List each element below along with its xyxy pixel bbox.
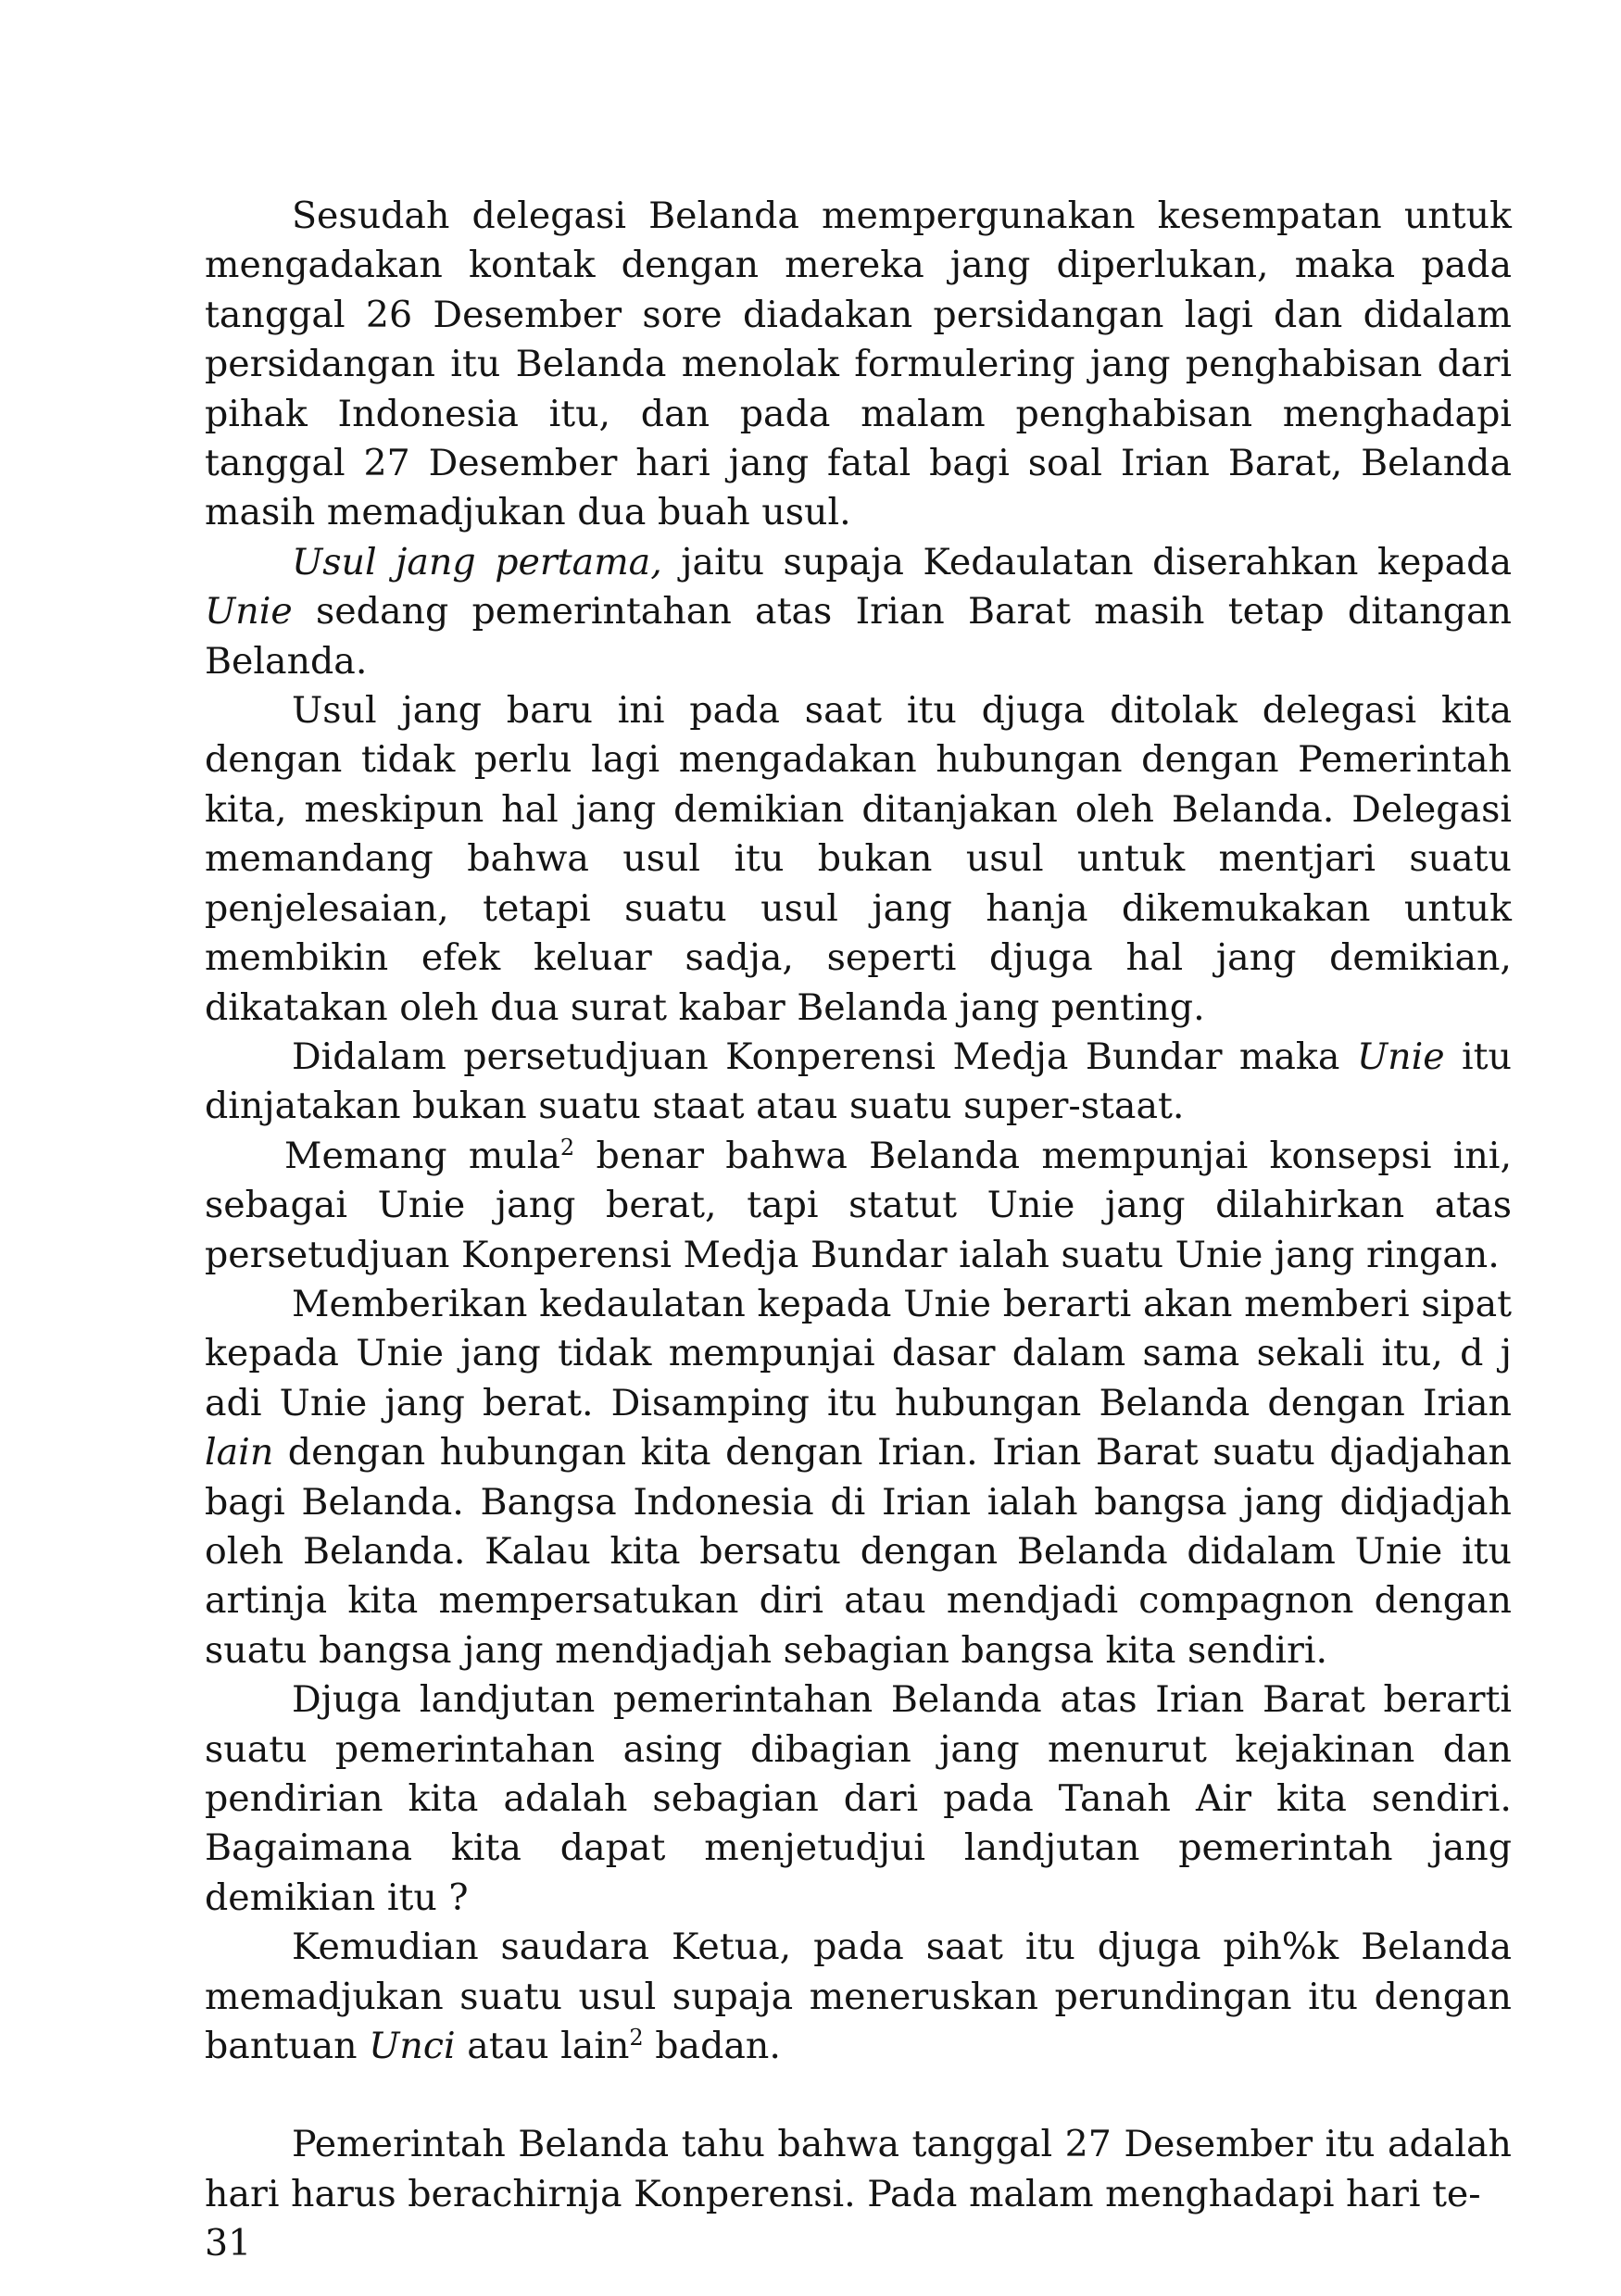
paragraph-3-text: Usul jang baru ini pada saat itu djuga ditolak delegasi kita dengan tidak perlu lagi mengadakan hubungan dengan Pemerintah kita, meskipun hal jang demikian ditanjakan oleh Belanda. Delegasi memandang bahwa usul itu bukan usul untuk mentjari suatu penjelesaian, tetapi suatu usul jang hanja dikemukakan untuk membikin efek keluar sadja, seperti djuga hal jang demikian, dikatakan oleh dua surat kabar Belanda jang penting. <box>205 689 1512 1029</box>
paragraph-5-text-b: benar bahwa Belanda mempunjai konsepsi ini, sebagai Unie jang berat, tapi statut Unie jang dilahirkan atas persetudjuan Konperensi Medja Bundar ialah suatu Unie jang ringan. <box>205 1134 1512 1276</box>
paragraph-7 <box>205 1675 1512 1923</box>
italic-term-unie: Unie <box>205 590 293 634</box>
book-page <box>205 192 1512 2269</box>
paragraph-1-text: Sesudah delegasi Belanda mempergunakan kesempatan untuk mengadakan kontak dengan mereka jang diperlukan, maka pada tanggal 26 Desember sore diadakan persidangan lagi dan didalam persidangan itu Belanda menolak formulering jang penghabisan dari pihak Indonesia itu, dan pada malam penghabisan menghadapi tanggal 27 Desember hari jang fatal bagi soal Irian Barat, Belanda masih memadjukan dua buah usul. <box>205 194 1512 534</box>
paragraph-6 <box>205 1280 1512 1675</box>
paragraph-9-text: Pemerintah Belanda tahu bahwa tanggal 27 Desember itu adalah hari harus berachirnja Konperensi. Pada malam menghadapi hari te- <box>205 2123 1512 2215</box>
paragraph-2-text-a: jaitu supaja Kedaulatan diserahkan kepada <box>661 540 1512 583</box>
italic-term-unci: Unci <box>369 2025 456 2068</box>
paragraph-8 <box>205 1923 1512 2071</box>
paragraph-4 <box>205 1033 1512 1132</box>
superscript-two: 2 <box>629 2024 644 2051</box>
paragraph-4-text-a: Didalam persetudjuan Konperensi Medja Bundar maka <box>292 1035 1357 1078</box>
paragraph-6-text-b: dengan hubungan kita dengan Irian. Irian Barat suatu djadjahan bagi Belanda. Bangsa Indonesia di Irian ialah bangsa jang didjadjah oleh Belanda. Kalau kita bersatu dengan Belanda didalam Unie itu artinja kita mempersatukan diri atau mendjadi compagnon dengan suatu bangsa jang mendjadjah sebagian bangsa kita sendiri. <box>205 1431 1512 1672</box>
paragraph-5 <box>205 1132 1512 1280</box>
paragraph-8-text-b: atau lain <box>455 2025 630 2068</box>
superscript-two: 2 <box>559 1134 575 1161</box>
italic-term-unie: Unie <box>1356 1035 1445 1078</box>
paragraph-8-text-a: Kemudian saudara Ketua, pada saat itu djuga pih%k Belanda memadjukan suatu usul supaja meneruskan perundingan itu dengan bantuan <box>205 1926 1512 2068</box>
paragraph-9 <box>205 2120 1512 2219</box>
page-number: 31 <box>205 2222 252 2265</box>
paragraph-5-text-a: Memang mula <box>284 1134 560 1177</box>
italic-term-usul-jang-pertama: Usul jang pertama, <box>292 540 662 583</box>
paragraph-3 <box>205 686 1512 1033</box>
paragraph-2-text-b: sedang pemerintahan atas Irian Barat masih tetap ditangan Belanda. <box>205 590 1512 683</box>
paragraph-1 <box>205 192 1512 538</box>
paragraph-6-text-a: Memberikan kedaulatan kepada Unie berarti akan memberi sipat kepada Unie jang tidak mempunjai dasar dalam sama sekali itu, d j adi Unie jang berat. Disamping itu hubungan Belanda dengan Irian <box>205 1282 1512 1424</box>
italic-term-lain: lain <box>205 1431 274 1474</box>
paragraph-2 <box>205 538 1512 686</box>
paragraph-7-text: Djuga landjutan pemerintahan Belanda atas Irian Barat berarti suatu pemerintahan asing dibagian jang menurut kejakinan dan pendirian kita adalah sebagian dari pada Tanah Air kita sendiri. Bagaimana kita dapat menjetudjui landjutan pemerintah jang demikian itu ? <box>205 1678 1512 1919</box>
paragraph-4-text-b: itu dinjatakan bukan suatu staat atau suatu super-staat. <box>205 1035 1512 1128</box>
paragraph-8-text-c: badan. <box>643 2025 781 2068</box>
